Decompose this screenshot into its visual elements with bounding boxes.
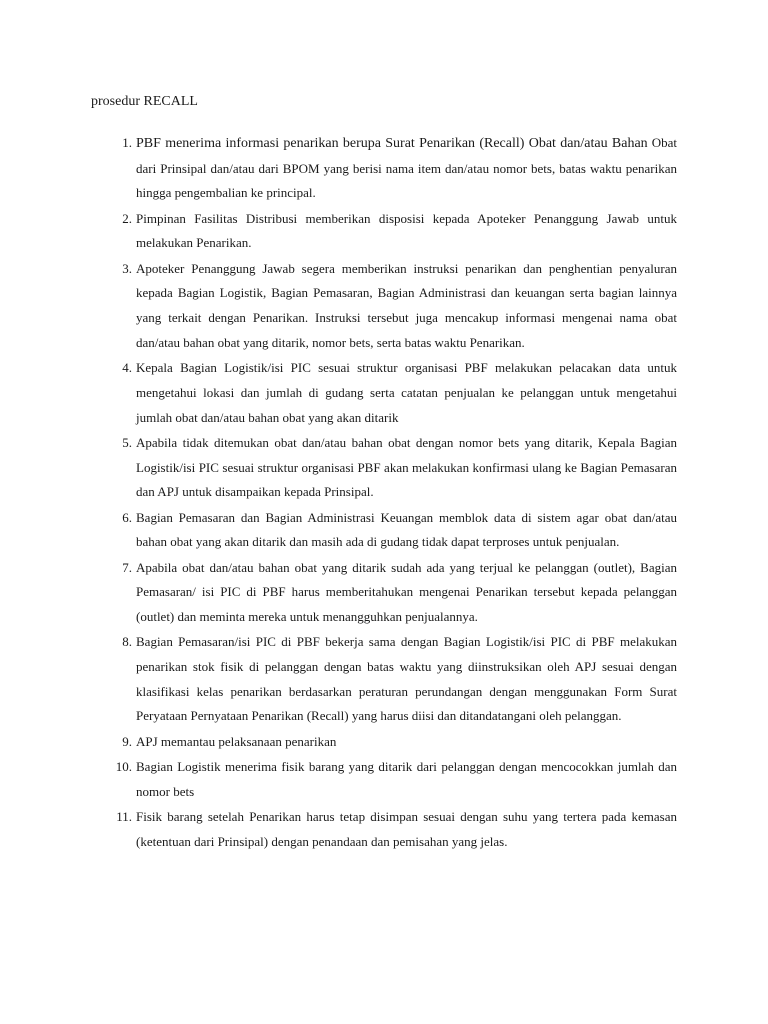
- step-number: 11.: [116, 808, 132, 824]
- list-item: [91, 431, 677, 505]
- list-item: [91, 356, 677, 430]
- step-text-rest: Obat dari Prinsipal dan/atau dari BPOM yang berisi nama item dan/atau nomor bets, batas waktu penarikan hingga pengembalian ke principal.: [136, 135, 678, 201]
- list-item: [91, 730, 677, 755]
- step-number: 6.: [122, 509, 132, 525]
- procedure-steps-list: [91, 131, 677, 855]
- step-number: 1.: [122, 135, 132, 150]
- step-number: 8.: [122, 634, 132, 650]
- step-number: 5.: [122, 434, 132, 450]
- step-text: Apabila obat dan/atau bahan obat yang ditarik sudah ada yang terjual ke pelanggan (outlet), Bagian Pemasaran/ isi PIC di PBF harus memberitahukan mengenai Penarikan tersebut kepada pelanggan (outlet) dan meminta mereka untuk menangguhkan penjualannya.: [136, 559, 677, 624]
- step-number: 7.: [122, 559, 132, 575]
- step-text: Kepala Bagian Logistik/isi PIC sesuai struktur organisasi PBF melakukan pelacakan data untuk mengetahui lokasi dan jumlah di gudang serta catatan penjualan ke pelanggan untuk mengetahui jumlah obat dan/atau bahan obat yang akan ditarik: [136, 360, 677, 425]
- list-item: [91, 131, 677, 206]
- step-text: Bagian Pemasaran/isi PIC di PBF bekerja sama dengan Bagian Logistik/isi PIC di PBF melakukan penarikan stok fisik di pelanggan dengan batas waktu yang diinstruksikan oleh APJ sesuai dengan klasifikasi kelas penarikan berdasarkan peraturan perundangan dengan menggunakan Form Surat Peryataan Pernyataan Penarikan (Recall) yang harus diisi dan ditandatangani oleh pelanggan.: [136, 634, 677, 724]
- list-item: [91, 207, 677, 256]
- list-item: [91, 630, 677, 729]
- step-text: APJ memantau pelaksanaan penarikan: [136, 733, 337, 749]
- step-text: Fisik barang setelah Penarikan harus tetap disimpan sesuai dengan suhu yang tertera pada kemasan (ketentuan dari Prinsipal) dengan penandaan dan pemisahan yang jelas.: [136, 808, 677, 849]
- step-number: 10.: [115, 758, 132, 774]
- step-text: [136, 131, 677, 206]
- list-item: [91, 257, 677, 356]
- step-text: Apoteker Penanggung Jawab segera memberikan instruksi penarikan dan penghentian penyaluran kepada Bagian Logistik, Bagian Pemasaran, Bagian Administrasi dan keuangan serta bagian lainnya yang terkait dengan Penarikan. Instruksi tersebut juga mencakup informasi mengenai nama obat dan/atau bahan obat yang ditarik, nomor bets, serta batas waktu Penarikan.: [136, 260, 677, 350]
- step-number: 9.: [122, 733, 132, 749]
- list-item: [91, 755, 677, 804]
- step-text-lead: PBF menerima informasi penarikan berupa Surat Penarikan (Recall) Obat dan/atau Bahan: [136, 136, 648, 151]
- list-item: [91, 506, 677, 555]
- step-text: Apabila tidak ditemukan obat dan/atau bahan obat dengan nomor bets yang ditarik, Kepala Bagian Logistik/isi PIC sesuai struktur organisasi PBF akan melakukan konfirmasi ulang ke Bagian Pemasaran dan APJ untuk disampaikan kepada Prinsipal.: [136, 434, 677, 500]
- step-text: Bagian Logistik menerima fisik barang yang ditarik dari pelanggan dengan mencocokkan jumlah dan nomor bets: [136, 758, 677, 799]
- step-number: 3.: [122, 260, 132, 276]
- step-number: 2.: [122, 210, 132, 226]
- document-title: prosedur RECALL: [91, 94, 198, 109]
- step-text: Pimpinan Fasilitas Distribusi memberikan disposisi kepada Apoteker Penanggung Jawab untuk melakukan Penarikan.: [136, 210, 677, 251]
- list-item: [91, 556, 677, 630]
- list-item: [91, 805, 677, 854]
- step-number: 4.: [122, 360, 132, 376]
- step-text: Bagian Pemasaran dan Bagian Administrasi Keuangan memblok data di sistem agar obat dan/atau bahan obat yang akan ditarik dan masih ada di gudang tidak dapat terproses untuk penjualan.: [136, 509, 677, 550]
